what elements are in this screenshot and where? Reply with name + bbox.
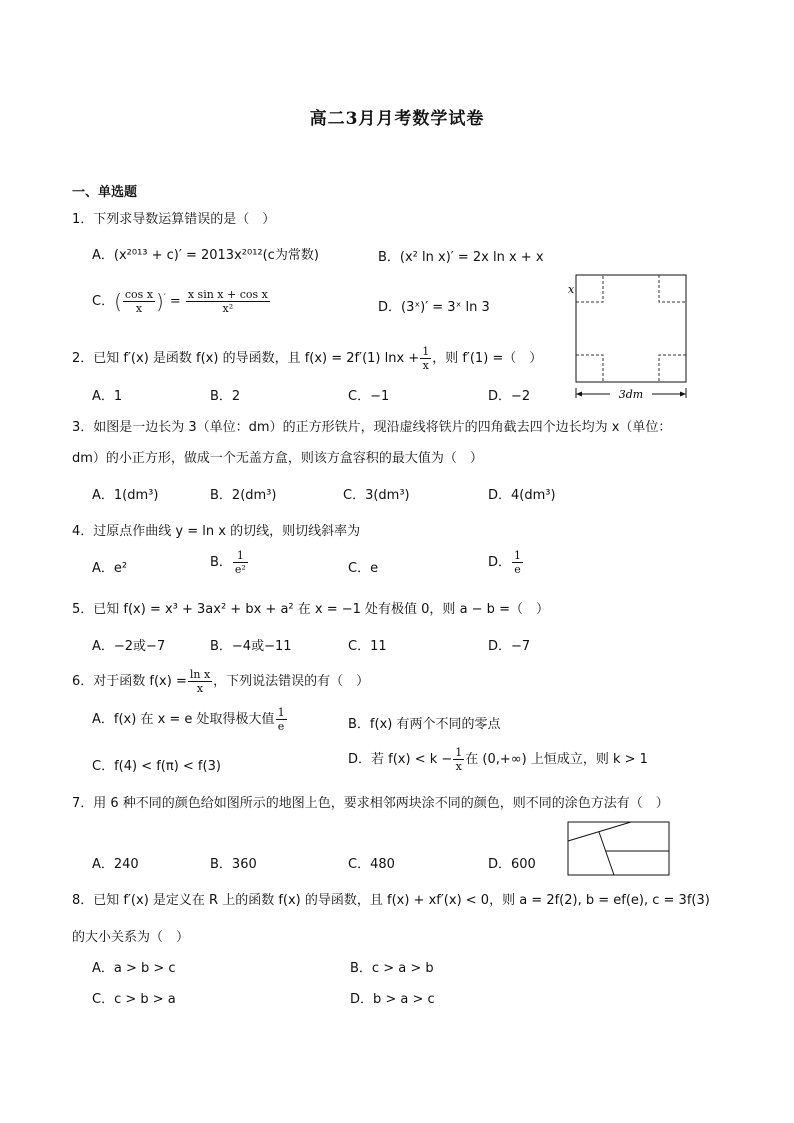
question-5-option-d: D．−7 xyxy=(488,639,531,654)
question-7-option-a: A．240 xyxy=(92,857,139,872)
fraction: $\frac{1}{x}$ xyxy=(422,345,430,372)
question-5-option-c: C．11 xyxy=(348,639,387,654)
question-1-stem: 1．下列求导数运算错误的是（ ） xyxy=(72,212,276,227)
question-8-option-b: B．c > a > b xyxy=(350,961,434,976)
cut-lines xyxy=(576,275,686,382)
question-8-stem-line2: 的大小关系为（ ） xyxy=(72,930,190,945)
fraction: $\frac{\text{ln x}}{x}$ xyxy=(189,668,211,695)
question-1-option-b: B．(x² ln x)′ = 2x ln x + x xyxy=(378,250,544,265)
square-sheet-figure xyxy=(560,268,700,403)
question-1-option-d: D．(3ˣ)′ = 3ˣ ln 3 xyxy=(378,300,490,315)
fraction: $\frac{\text{x sin x + cos x}}{\text{x²}}$ xyxy=(187,288,268,315)
question-1-option-c: C．( $\frac{\text{cos x}}{x}$ )′ = $\frac{\text{x sin x + cos x}}{\text{x²}}$ xyxy=(92,288,268,315)
x-label: x xyxy=(568,283,575,296)
question-8-stem-line1: 8．已知 f′(x) 是定义在 R 上的函数 f(x) 的导函数，且 f(x) + xf′(x) < 0，则 a = 2f(2), b = ef(e), c = 3f(3) xyxy=(72,893,710,908)
question-3-stem-line1: 3．如图是一边长为 3（单位：dm）的正方形铁片，现沿虚线将铁片的四角截去四个边长均为 x（单位： xyxy=(72,420,672,435)
fraction: $\frac{\text{cos x}}{x}$ xyxy=(124,288,154,315)
question-3-option-b: B．2(dm³) xyxy=(210,488,277,503)
size-label: 3dm xyxy=(618,388,644,401)
question-7-option-b: B．360 xyxy=(210,857,257,872)
question-7-stem: 7．用 6 种不同的颜色给如图所示的地图上色，要求相邻两块涂不同的颜色，则不同的涂色方法有（ ） xyxy=(72,796,669,811)
question-7-option-c: C．480 xyxy=(348,857,395,872)
option-label: C． xyxy=(92,294,115,309)
question-1-option-a: A．(x²⁰¹³ + c)′ = 2013x²⁰¹²(c为常数) xyxy=(92,248,319,263)
question-2-option-a: A．1 xyxy=(92,389,123,404)
question-8-option-a: A．a > b > c xyxy=(92,961,176,976)
map-figure xyxy=(567,821,671,877)
question-5-stem: 5．已知 f(x) = x³ + 3ax² + bx + a² 在 x = −1 处有极值 0，则 a − b =（ ） xyxy=(72,602,549,617)
question-6-option-c: C．f(4) < f(π) < f(3) xyxy=(92,759,221,774)
question-6-option-a: A．f(x) 在 x = e 处取得极大值 $\frac{1}{e}$ xyxy=(92,706,285,733)
question-6-option-d: D．若 f(x) < k − $\frac{1}{x}$ 在 (0,+∞) 上恒成立，则 k > 1 xyxy=(348,746,648,773)
question-8-option-c: C．c > b > a xyxy=(92,992,176,1007)
question-3-option-c: C．3(dm³) xyxy=(343,488,410,503)
question-6-option-b: B．f(x) 有两个不同的零点 xyxy=(348,717,501,732)
question-7-option-d: D．600 xyxy=(488,857,536,872)
fraction: $\frac{1}{x}$ xyxy=(455,746,463,773)
question-3-option-a: A．1(dm³) xyxy=(92,488,159,503)
question-6-stem: 6．对于函数 f(x) = $\frac{\text{ln x}}{x}$ ，下列说法错误的有（ ） xyxy=(72,668,370,695)
fraction: $\frac{1}{e}$ xyxy=(514,549,522,576)
question-2-stem: 2．已知 f′(x) 是函数 f(x) 的导函数，且 f(x) = 2f′(1) lnx + $\frac{1}{x}$ ，则 f′(1) =（ ） xyxy=(72,345,543,372)
question-2-option-d: D．−2 xyxy=(488,389,531,404)
question-4-stem: 4．过原点作曲线 y = ln x 的切线，则切线斜率为 xyxy=(72,524,361,539)
question-4-option-c: C．e xyxy=(348,561,379,576)
square-outline xyxy=(576,275,686,382)
question-8-option-d: D．b > a > c xyxy=(350,992,435,1007)
question-2-option-b: B．2 xyxy=(210,389,241,404)
question-4-option-d: D． $\frac{1}{e}$ xyxy=(488,549,522,576)
section-heading: 一、单选题 xyxy=(72,185,138,200)
question-4-option-a: A．e² xyxy=(92,561,128,576)
question-5-option-a: A．−2或−7 xyxy=(92,639,166,654)
question-3-stem-line2: dm）的小正方形，做成一个无盖方盒，则该方盒容积的最大值为（ ） xyxy=(72,451,483,466)
question-3-option-d: D．4(dm³) xyxy=(488,488,556,503)
question-5-option-b: B．−4或−11 xyxy=(210,639,292,654)
fraction: $\frac{1}{\text{e²}}$ xyxy=(234,549,246,576)
page-title: 高二3月月考数学试卷 xyxy=(309,109,485,129)
fraction: $\frac{1}{e}$ xyxy=(277,706,285,733)
question-2-option-c: C．−1 xyxy=(348,389,390,404)
question-4-option-b: B． $\frac{1}{\text{e²}}$ xyxy=(210,549,246,576)
